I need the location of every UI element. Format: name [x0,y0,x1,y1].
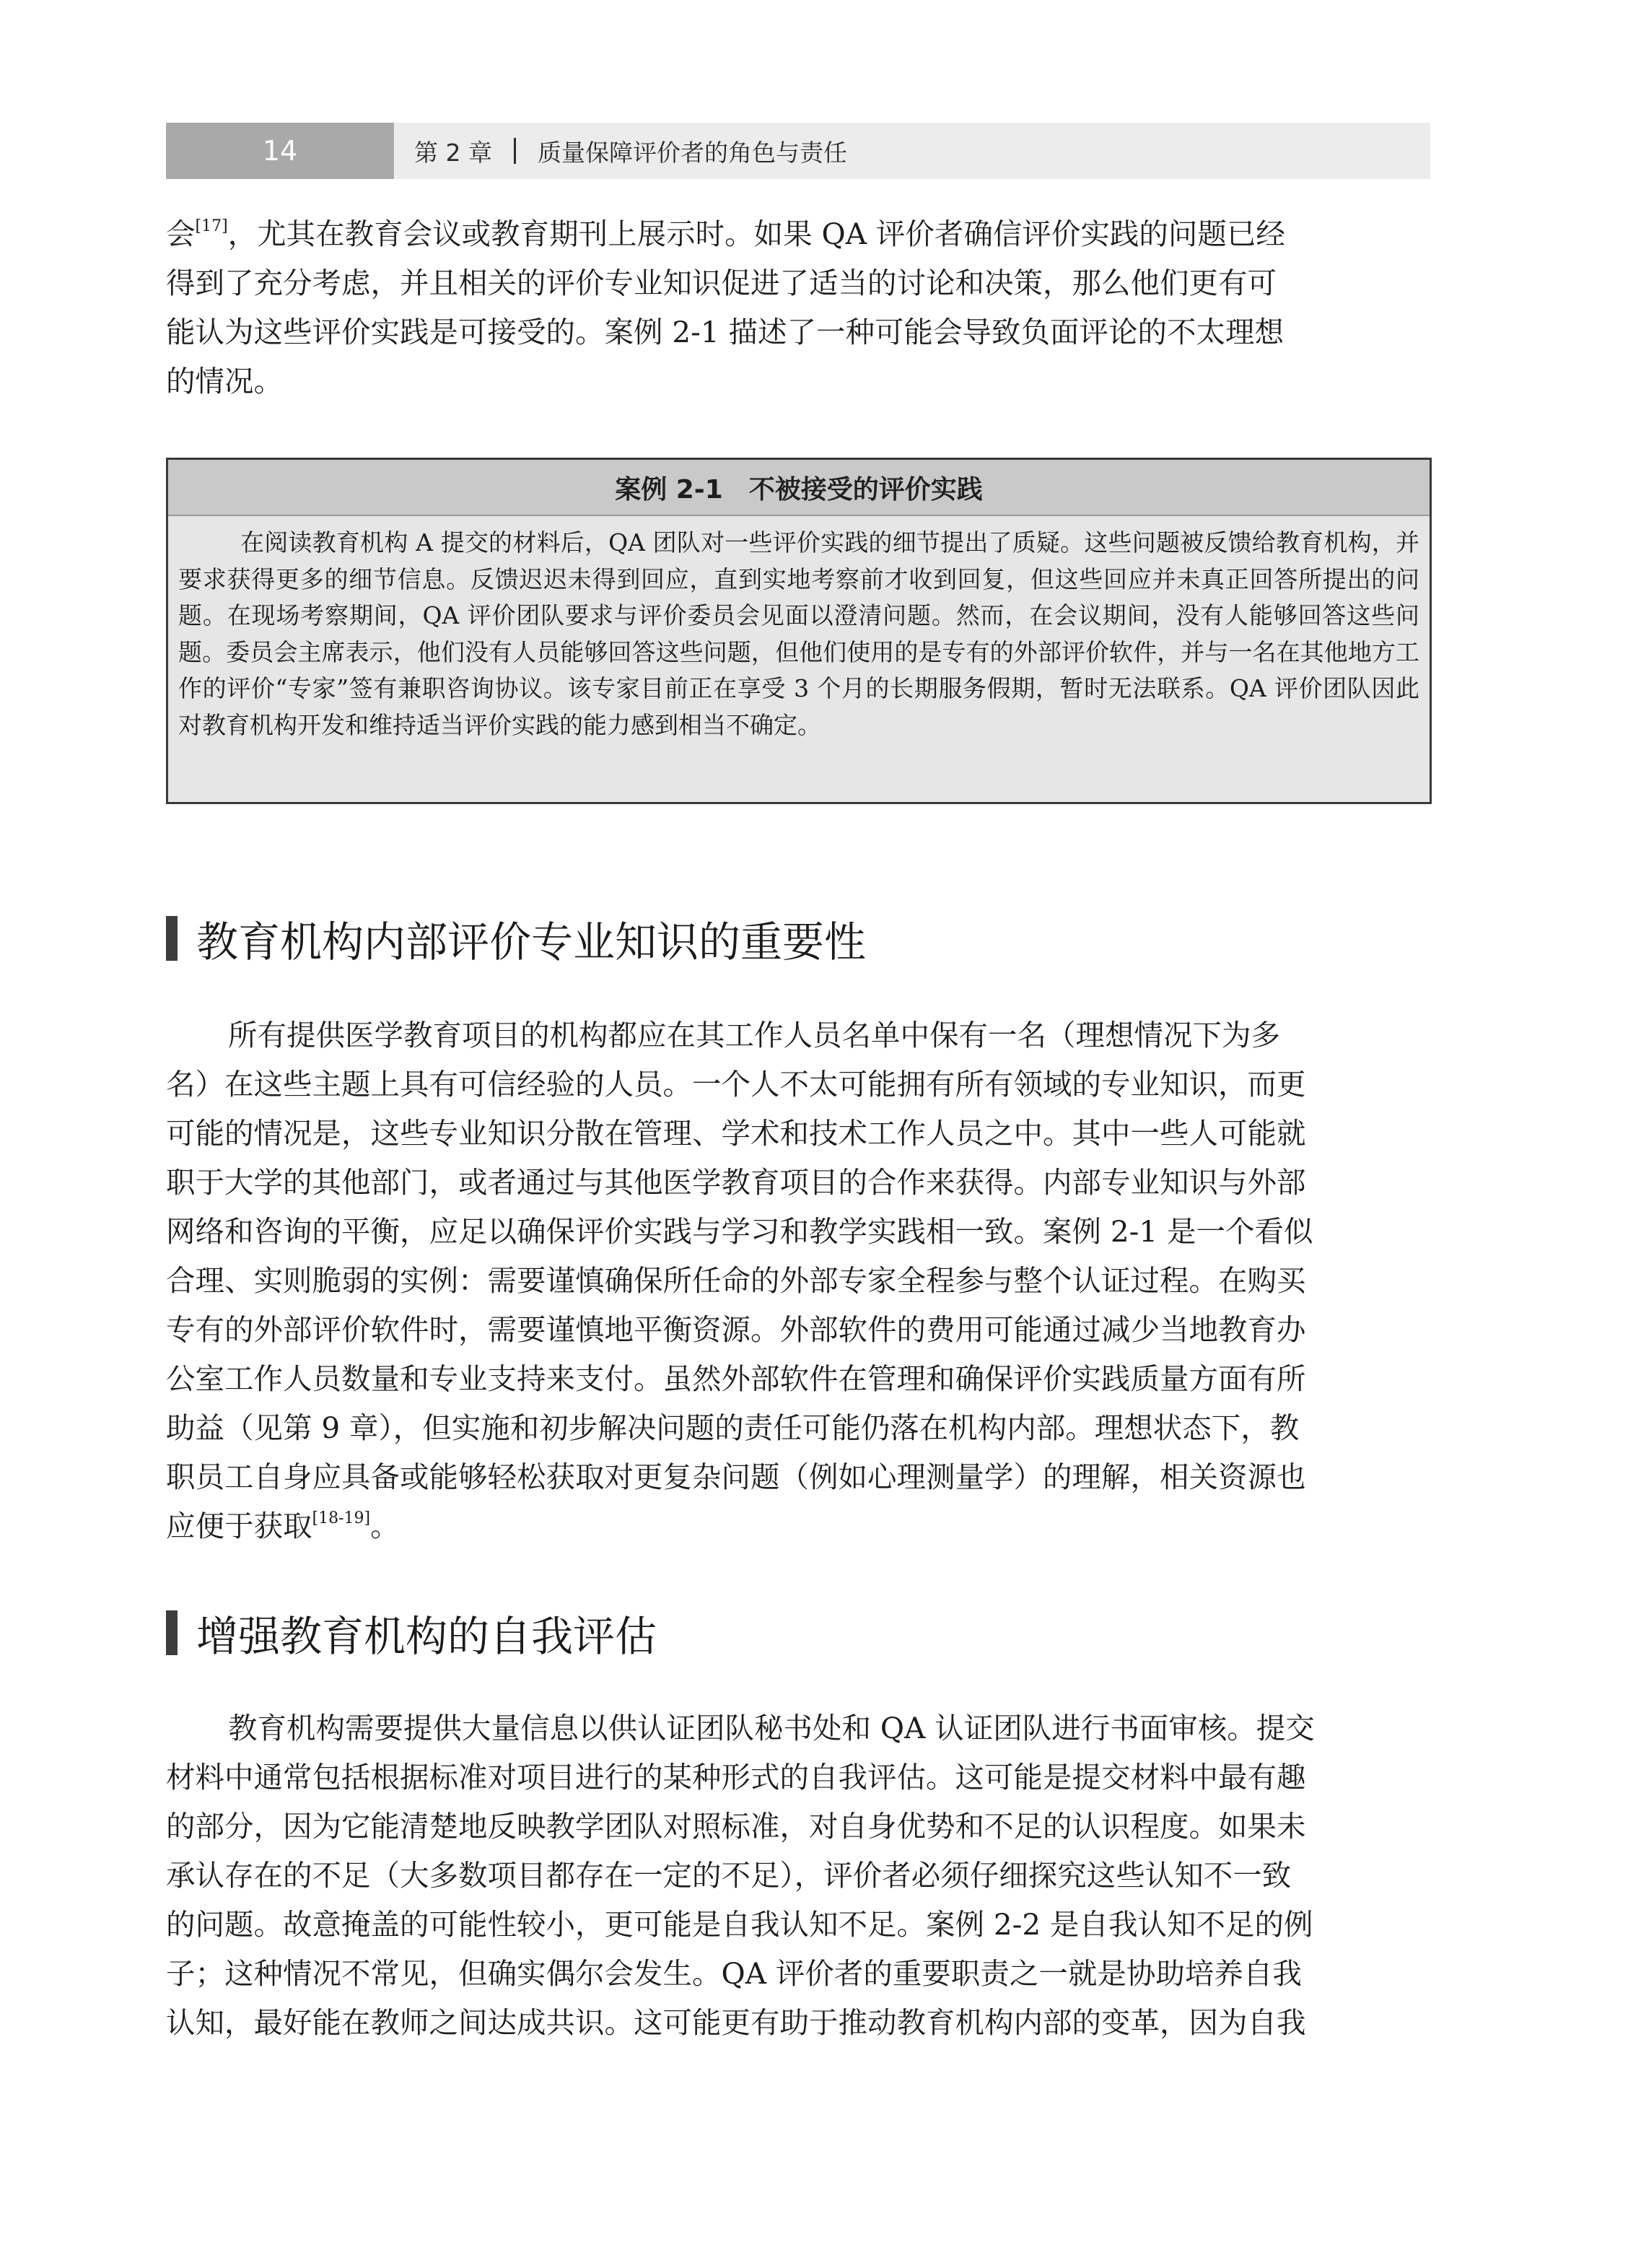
section2-line: 教育机构需要提供大量信息以供认证团队秘书处和 QA 认证团队进行书面审核。提交 [228,1711,1315,1745]
chapter-heading [414,123,847,179]
heading-marker [166,1610,178,1655]
citation-ref[interactable]: [18-19] [312,1509,371,1527]
citation-ref[interactable]: [17] [195,217,228,235]
intro-paragraph [166,209,1430,406]
section2-line: 的部分，因为它能清楚地反映教学团队对照标准，对自身优势和不足的认识程度。如果未 [166,1809,1306,1844]
section2-line: 承认存在的不足（大多数项目都存在一定的不足），评价者必须仔细探究这些认知不一致 [166,1858,1292,1893]
case-label: 案例 2-1 [615,474,723,505]
section1-line: 助益（见第 9 章），但实施和初步解决问题的责任可能仍落在机构内部。理想状态下，教 [166,1410,1300,1445]
heading-marker [166,916,178,961]
section1-line: 可能的情况是，这些专业知识分散在管理、学术和技术工作人员之中。其中一些人可能就 [166,1116,1306,1151]
section2-line: 子；这种情况不常见，但确实偶尔会发生。QA 评价者的重要职责之一就是协助培养自我 [166,1956,1302,1991]
page-number: 14 [166,123,394,179]
section1-line: 公室工作人员数量和专业支持来支付。虽然外部软件在管理和确保评价实践质量方面有所 [166,1361,1306,1396]
case-box [166,458,1432,804]
case-body: 在阅读教育机构 A 提交的材料后，QA 团队对一些评价实践的细节提出了质疑。这些问题被反馈给教育机构，并要求获得更多的细节信息。反馈迟迟未得到回应，直到实地考察前才收到回复，但这些回应并未真正回答所提出的问题。在现场考察期间，QA 评价团队要求与评价委员会见面以澄清问题。然而，在会议期间，没有人能够回答这些问题。委员会主席表示，他们没有人员能够回答这些问题，但他们使用的是专有的外部评价软件，并与一名在其他地方工作的评价“专家”签有兼职咨询协议。该专家目前正在享受 3 个月的长期服务假期，暂时无法联系。QA 评价团队因此对教育机构开发和维持适当评价实践的能力感到相当不确定。 [178,528,1419,739]
section1-line: 网络和咨询的平衡，应足以确保评价实践与学习和教学实践相一致。案例 2-1 是一个看似 [166,1214,1313,1249]
header-divider [514,138,516,164]
intro-line: 能认为这些评价实践是可接受的。案例 2-1 描述了一种可能会导致负面评论的不太理想 [166,315,1284,349]
section2-line: 材料中通常包括根据标准对项目进行的某种形式的自我评估。这可能是提交材料中最有趣 [166,1760,1306,1794]
intro-line: 得到了充分考虑，并且相关的评价专业知识促进了适当的讨论和决策，那么他们更有可 [166,266,1277,300]
case-title [168,460,1430,516]
running-header [166,123,1430,179]
intro-line: 会[17]，尤其在教育会议或教育期刊上展示时。如果 QA 评价者确信评价实践的问题已经 [166,217,1285,251]
section1-line: 名）在这些主题上具有可信经验的人员。一个人不太可能拥有所有领域的专业知识，而更 [166,1067,1306,1102]
section-heading-internal-expertise [166,908,866,969]
intro-line: 的情况。 [166,364,283,398]
case-title-text: 不被接受的评价实践 [748,474,983,505]
section-heading-self-assessment [166,1602,657,1663]
section1-paragraph [166,1011,1430,1550]
chapter-title: 质量保障评价者的角色与责任 [537,138,847,167]
section1-line: 所有提供医学教育项目的机构都应在其工作人员名单中保有一名（理想情况下为多 [228,1018,1280,1052]
section2-paragraph [166,1704,1430,2047]
section2-line: 的问题。故意掩盖的可能性较小，更可能是自我认知不足。案例 2-2 是自我认知不足的例 [166,1907,1313,1942]
section-heading-text: 教育机构内部评价专业知识的重要性 [196,917,867,967]
section1-line: 职员工自身应具备或能够轻松获取对更复杂问题（例如心理测量学）的理解，相关资源也 [166,1460,1306,1494]
section1-line: 专有的外部评价软件时，需要谨慎地平衡资源。外部软件的费用可能通过减少当地教育办 [166,1312,1306,1347]
section2-line: 认知，最好能在教师之间达成共识。这可能更有助于推动教育机构内部的变革，因为自我 [166,2005,1306,2040]
chapter-label: 第 2 章 [414,138,492,167]
section1-last-line: 应便于获取[18-19]。 [166,1509,400,1543]
section1-line: 合理、实则脆弱的实例：需要谨慎确保所任命的外部专家全程参与整个认证过程。在购买 [166,1263,1306,1298]
section-heading-text: 增强教育机构的自我评估 [196,1612,657,1661]
section1-line: 职于大学的其他部门，或者通过与其他医学教育项目的合作来获得。内部专业知识与外部 [166,1165,1306,1200]
